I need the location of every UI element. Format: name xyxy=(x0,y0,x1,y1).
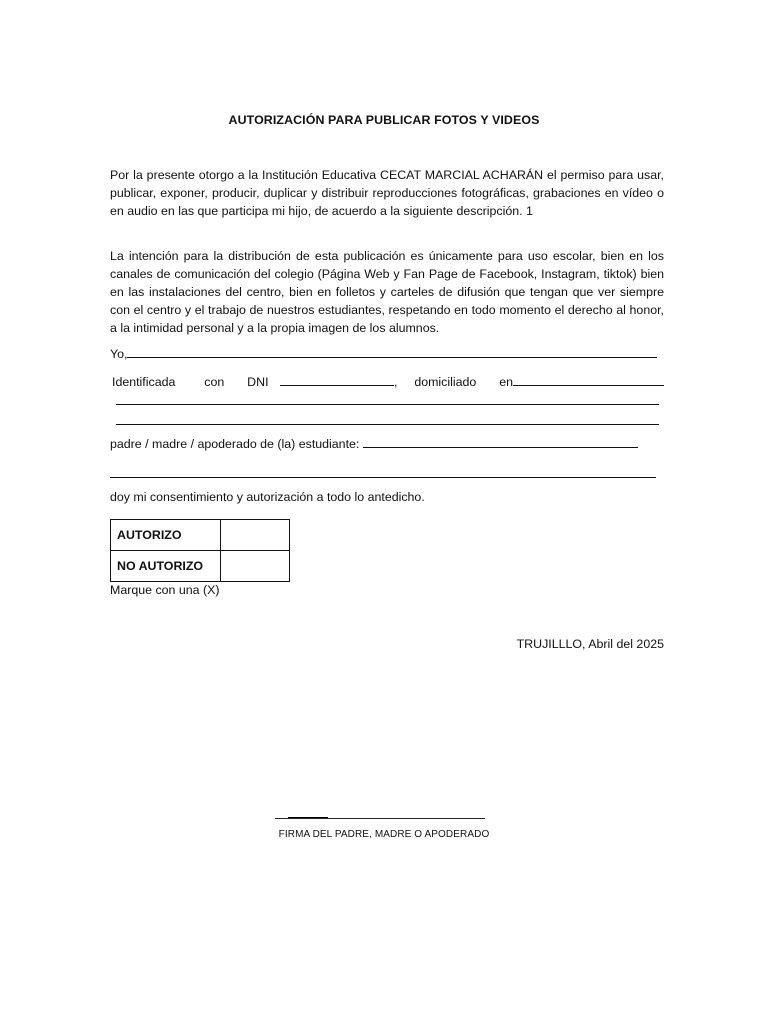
address-line-3[interactable] xyxy=(116,424,659,425)
en-label: en xyxy=(499,375,514,389)
guardian-label: padre / madre / apoderado de (la) estudiante: xyxy=(110,437,360,451)
yo-label: Yo, xyxy=(110,347,128,361)
document-title: AUTORIZACIÓN PARA PUBLICAR FOTOS Y VIDEOS xyxy=(228,113,540,127)
address-line-2[interactable] xyxy=(116,404,659,405)
student-line-2[interactable] xyxy=(110,477,656,478)
student-blank[interactable] xyxy=(363,435,638,448)
dni-label: DNI xyxy=(247,375,269,389)
guardian-line xyxy=(110,435,664,453)
domiciliado-label: domiciliado xyxy=(414,375,477,389)
place-date: TRUJILLLO, Abril del 2025 xyxy=(516,637,664,651)
option-checkbox-autorizo[interactable] xyxy=(221,520,290,551)
identification-line xyxy=(112,373,664,391)
option-label-no-autorizo: NO AUTORIZO xyxy=(111,551,221,582)
yo-line xyxy=(110,345,664,363)
dni-blank[interactable] xyxy=(280,373,394,386)
con-label: con xyxy=(204,375,225,389)
signature-label: FIRMA DEL PADRE, MADRE O APODERADO xyxy=(278,829,490,840)
authorization-options-table xyxy=(110,519,290,582)
consent-text: doy mi consentimiento y autorización a todo lo antedicho. xyxy=(110,490,425,504)
paragraph-permission: Por la presente otorgo a la Institución Educativa CECAT MARCIAL ACHARÁN el permiso para usar, publicar, exponer, producir, duplicar y distribuir reproducciones fotográficas, grabaciones en vídeo o en audio en las que participa mi hijo, de acuerdo a la siguiente descripción. 1 xyxy=(110,168,664,218)
mark-instruction: Marque con una (X) xyxy=(110,583,220,597)
option-label-autorizo: AUTORIZO xyxy=(111,520,221,551)
option-row-autorizo xyxy=(111,520,290,551)
paragraph-intention: La intención para la distribución de esta publicación es únicamente para uso escolar, bien en los canales de comunicación del colegio (Página Web y Fan Page de Facebook, Instagram, tiktok) bien en las instalaciones del centro, bien en folletos y carteles de difusión que tengan que ver siempre con el centro y el trabajo de nuestros estudiantes, respetando en todo momento el derecho al honor, a la intimidad personal y a la propia imagen de los alumnos. xyxy=(110,249,664,335)
comma-label: , xyxy=(393,375,398,389)
signature-line[interactable] xyxy=(275,818,485,819)
name-blank[interactable] xyxy=(127,345,657,358)
identificada-label: Identificada xyxy=(112,375,176,389)
option-row-no-autorizo xyxy=(111,551,290,582)
option-checkbox-no-autorizo[interactable] xyxy=(221,551,290,582)
address-blank[interactable] xyxy=(513,373,664,386)
